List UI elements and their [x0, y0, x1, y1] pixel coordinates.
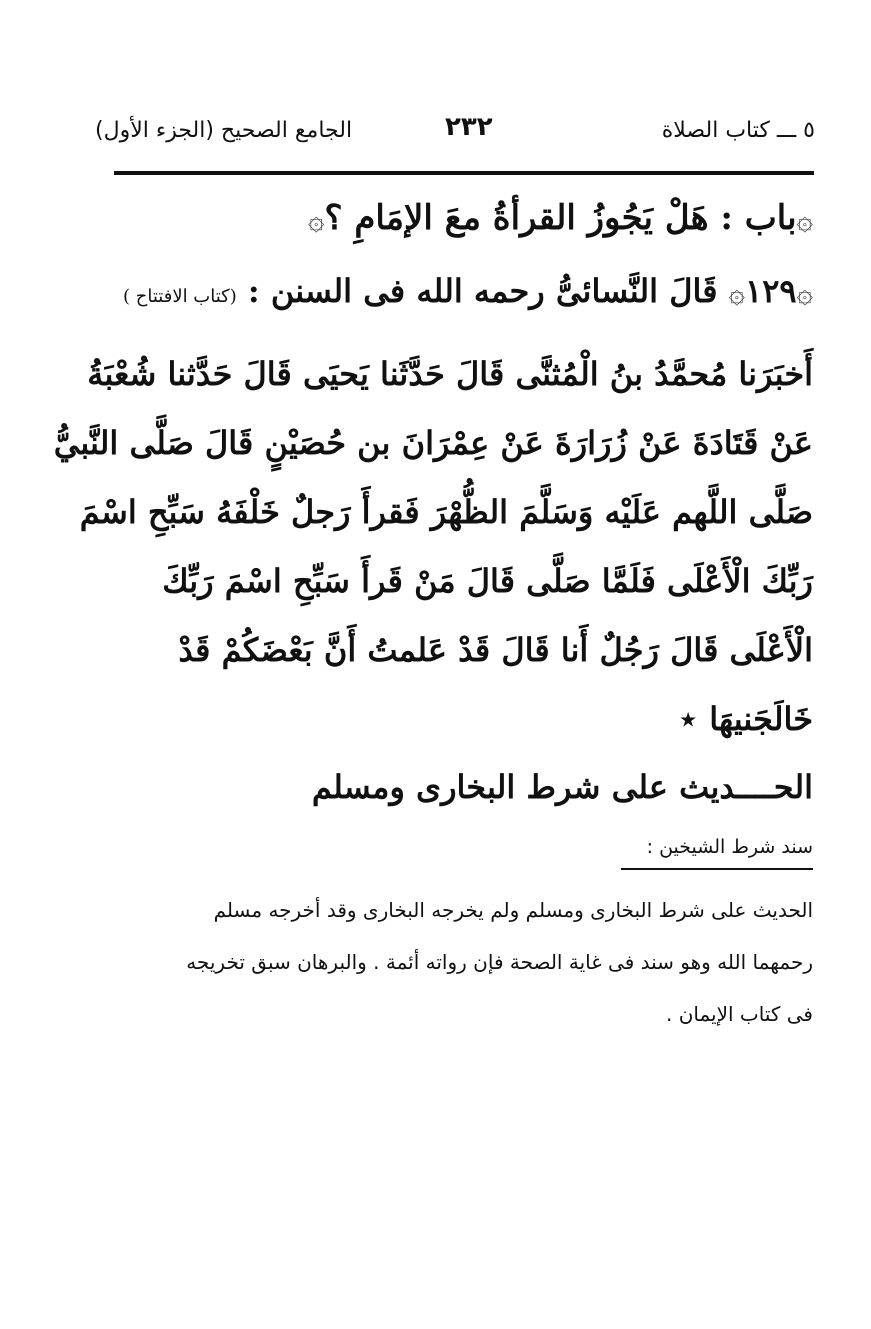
- hadith-ornament-open-icon: ۞: [796, 276, 813, 309]
- hadith-line: خَالَجَنيهَا ⋆: [678, 700, 813, 738]
- running-header-book-title: الجامع الصحيح (الجزء الأول): [95, 118, 353, 143]
- commentary-line: الحديث على شرط البخارى ومسلم ولم يخرجه البخارى وقد أخرجه مسلم: [213, 898, 813, 922]
- hadith-line: الْأَعْلَى قَالَ رَجُلٌ أَنا قَالَ قَدْ عَلمتُ أَنَّ بَعْضَكُمْ قَدْ: [178, 631, 813, 669]
- commentary-line: رحمهما الله وهو سند فى غاية الصحة فإن رواته أئمة . والبرهان سبق تخريجه: [186, 950, 813, 974]
- hadith-source: (كتاب الافتتاح ): [123, 286, 237, 307]
- hadith-line: عَنْ قَتَادَةَ عَنْ زُرَارَةَ عَنْ عِمْرَانَ بن حُصَيْنٍ قَالَ صَلَّى النَّبيُّ: [53, 424, 813, 462]
- hadith-intro: قَالَ النَّسائىُّ رحمه الله فى السنن :: [247, 272, 718, 310]
- header-rule: [114, 171, 814, 175]
- ornament-close-icon: ۞: [308, 203, 325, 236]
- hadith-verdict: الحــــديث على شرط البخارى ومسلم: [311, 768, 813, 806]
- subheading-underline: [621, 868, 813, 870]
- hadith-line: رَبِّكَ الْأَعْلَى فَلَمَّا صَلَّى قَالَ مَنْ قَرأَ سَبِّحِ اسْمَ رَبِّكَ: [162, 562, 813, 600]
- ornament-open-icon: ۞: [796, 203, 813, 236]
- commentary: [133, 884, 813, 1040]
- hadith-line: صَلَّى اللَّهم عَلَيْه وَسَلَّمَ الظُّهْرَ فَقرأَ رَجلٌ خَلْفَهُ سَبِّحِ اسْمَ: [79, 493, 813, 531]
- section-subheading: سند شرط الشيخين :: [646, 836, 813, 858]
- page-number: ٢٣٢: [445, 112, 493, 142]
- hadith-line: أَخبَرَنا مُحمَّدُ بنُ الْمُثنَّى قَالَ حَدَّثَنا يَحيَى قَالَ حَدَّثنا شُعْبَةُ: [87, 355, 813, 393]
- chapter-heading-text: باب : هَلْ يَجُوزُ القرأةُ معَ الإمَامِ ؟: [324, 198, 797, 238]
- hadith-text: [53, 340, 813, 754]
- hadith-ornament-close-icon: ۞: [728, 276, 746, 309]
- commentary-line: فى كتاب الإيمان .: [665, 1002, 813, 1026]
- chapter-heading: [73, 198, 813, 238]
- hadith-header: [73, 272, 813, 310]
- hadith-number: ١٢٩: [745, 272, 797, 310]
- running-header: [95, 112, 815, 156]
- running-header-chapter: ٥ ـــ كتاب الصلاة: [661, 118, 815, 143]
